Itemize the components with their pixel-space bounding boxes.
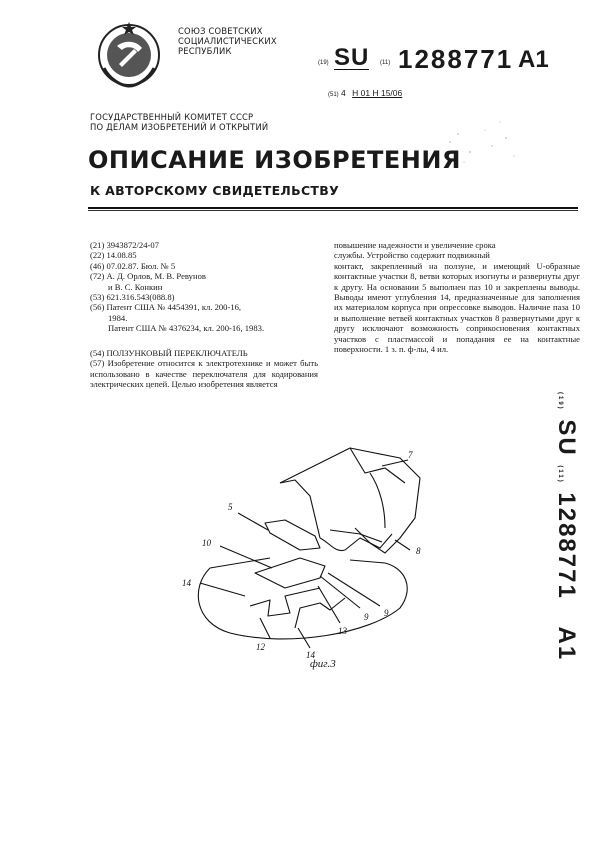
vertical-country: SU: [553, 419, 580, 457]
vertical-code-19: (19): [557, 392, 563, 411]
bibliographic-data: [90, 240, 318, 334]
biblio-line: и В. С. Конкин: [108, 281, 163, 292]
vertical-patent-label: [540, 392, 590, 682]
biblio-line: (21) 3943872/24-07: [90, 240, 159, 250]
label-14b: 14: [306, 650, 315, 660]
patent-number: 1288771: [398, 44, 514, 74]
union-line-2: СОЦИАЛИСТИЧЕСКИХ: [178, 36, 277, 46]
biblio-line: Патент США № 4376234, кл. 200-16, 1983.: [108, 323, 265, 334]
union-line-3: РЕСПУБЛИК: [178, 46, 232, 56]
vertical-number: 1288771: [553, 492, 580, 600]
country-code: SU: [334, 44, 370, 71]
abstract-line: повышение надежности и увеличение срока: [334, 240, 496, 250]
figure-caption: фиг.3: [310, 658, 336, 670]
label-14: 14: [182, 578, 191, 588]
document-subtitle: К АВТОРСКОМУ СВИДЕТЕЛЬСТВУ: [90, 183, 340, 198]
union-line-1: СОЮЗ СОВЕТСКИХ: [178, 26, 263, 36]
ipc-classification: [328, 88, 402, 98]
biblio-line: (22) 14.08.85: [90, 250, 137, 261]
code-19: (19): [318, 60, 329, 66]
biblio-line: (46) 07.02.87. Бюл. № 5: [90, 260, 176, 271]
union-name: [178, 26, 277, 56]
left-abstract: [90, 348, 318, 390]
header-rule-thin: [88, 210, 578, 211]
label-9b: 9: [364, 612, 369, 622]
code-51: (51): [328, 92, 339, 98]
committee-line-2: ПО ДЕЛАМ ИЗОБРЕТЕНИЙ И ОТКРЫТИЙ: [90, 122, 269, 132]
label-7: 7: [408, 450, 413, 460]
patent-number-row: [318, 44, 598, 74]
base-plate: [198, 560, 407, 639]
slider-body: [280, 448, 420, 553]
abstract-start: (57) Изобретение относится к электротехнике и может быть использовано в качестве переключателя для кодирования электрических цепей. Целью изобретения является: [90, 358, 318, 390]
ipc-class: H 01 H 15/06: [352, 88, 403, 98]
document-title: ОПИСАНИЕ ИЗОБРЕТЕНИЯ: [88, 146, 461, 174]
biblio-line: (56) Патент США № 4454391, кл. 200-16,: [90, 302, 242, 313]
label-12: 12: [256, 642, 265, 652]
committee-line-1: ГОСУДАРСТВЕННЫЙ КОМИТЕТ СССР: [90, 112, 254, 122]
ipc-prefix: 4: [341, 88, 346, 98]
code-11: (11): [380, 60, 391, 66]
label-13: 13: [338, 626, 347, 636]
vertical-kind: A1: [553, 626, 580, 662]
biblio-line: 1984.: [108, 312, 128, 323]
ussr-emblem-icon: [92, 18, 166, 92]
switch-drawing: [170, 438, 470, 678]
header-rule: [88, 207, 578, 209]
label-5: 5: [228, 502, 233, 512]
abstract-paragraph: контакт, закрепленный на ползуне, и имеющий U-образные контактные участки 8, ветви которых изогнуты и развернуты друг к другу. На основании 5 выполнен паз 10 и закреплены выводы. Выводы имеют углубления 14, предназначенные для заполнения их материалом корпуса при опрессовке выводов. Наличие паза 10 и выполнение ветвей контактных участков 8 развернутыми друг к другу исключают возможность соприкосновения контактных участков с пластмассой и попадания ее на контактные поверхности. 1 з. п. ф-лы, 4 ил.: [334, 260, 580, 355]
abstract-line: службы. Устройство содержит подвижный: [334, 250, 490, 261]
biblio-line: (72) А. Д. Орлов, М. В. Ревунов: [90, 271, 206, 282]
invention-title: (54) ПОЛЗУНКОВЫЙ ПЕРЕКЛЮЧАТЕЛЬ: [90, 348, 248, 358]
label-10: 10: [202, 538, 211, 548]
label-9a: 9: [384, 608, 389, 618]
document-kind: A1: [518, 46, 549, 73]
vertical-code-11: (11): [557, 465, 563, 484]
biblio-line: (53) 621.316.543(088.8): [90, 292, 175, 303]
committee-name: [90, 112, 268, 132]
right-abstract: [334, 240, 580, 354]
label-8: 8: [416, 546, 421, 556]
